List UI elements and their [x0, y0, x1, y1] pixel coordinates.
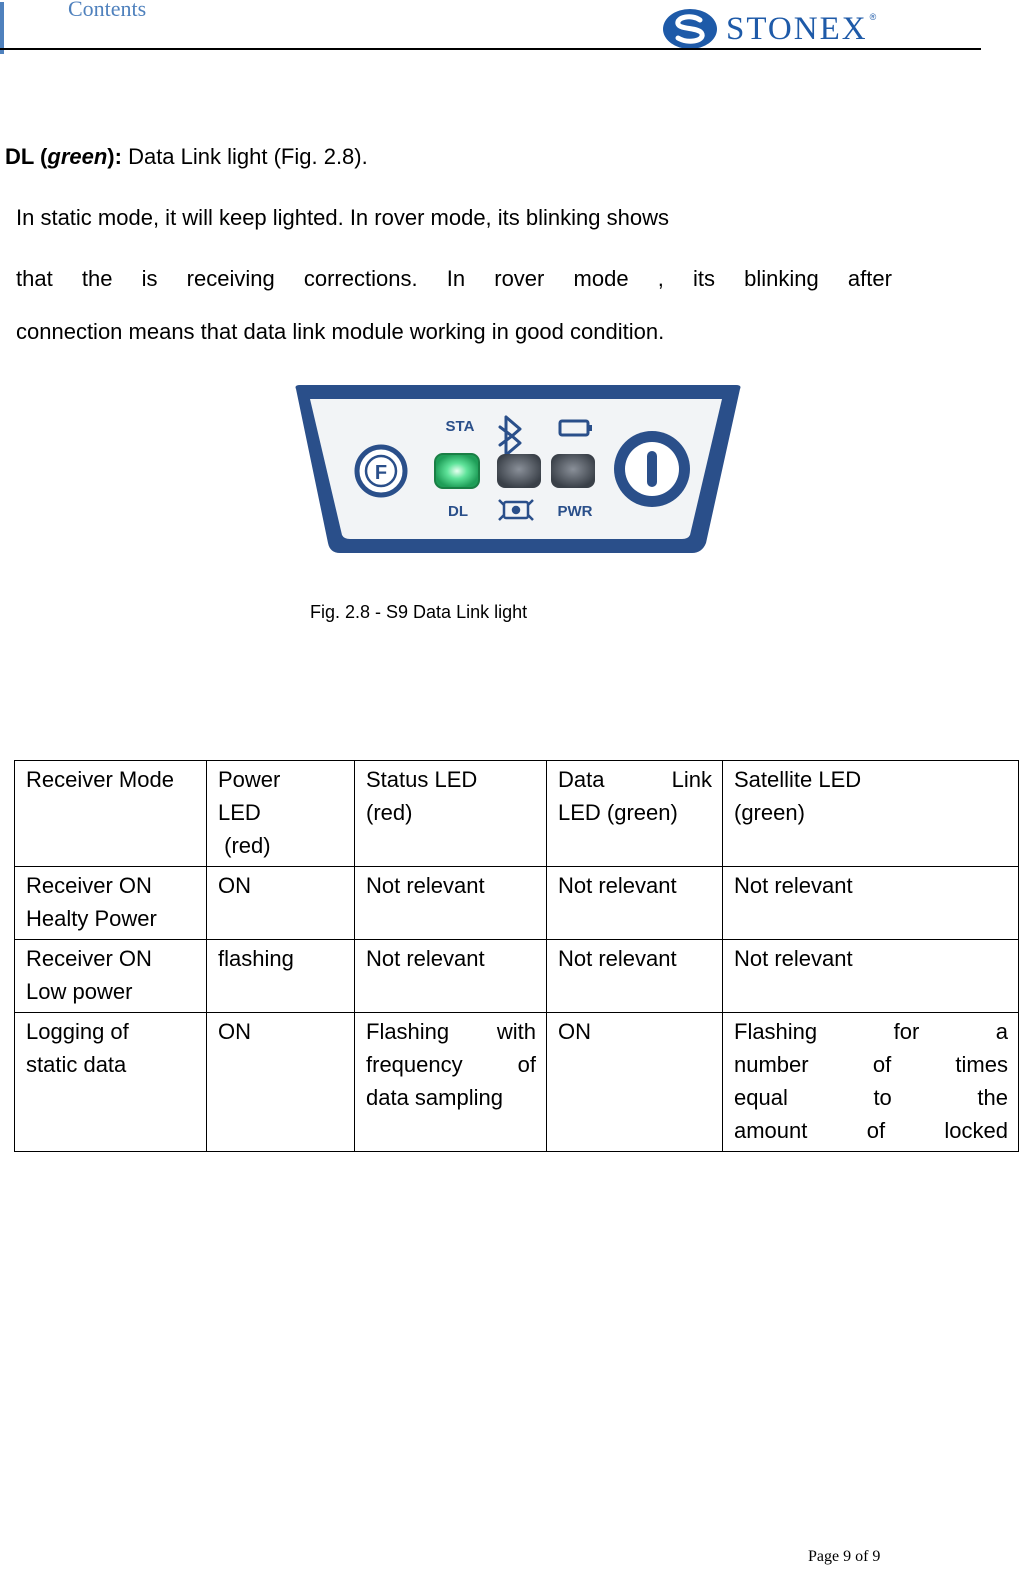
cell-data-link-led: ON: [547, 1013, 723, 1152]
table-row: [15, 867, 1019, 940]
stonex-logo-icon: [662, 8, 718, 50]
cell-status-led: Not relevant: [355, 867, 547, 940]
cell-text: Receiver ON: [26, 946, 152, 971]
cell-text: (red): [366, 800, 413, 825]
cell-receiver-mode: [15, 940, 207, 1013]
cell-text: Low power: [26, 979, 133, 1004]
cell-text: Data: [558, 767, 605, 792]
cell-receiver-mode: [15, 1013, 207, 1152]
dl-description: Data Link light (Fig. 2.8).: [121, 144, 368, 169]
header-receiver-mode: [15, 761, 207, 867]
word: blinking: [744, 266, 819, 291]
figure-caption: Fig. 2.8 - S9 Data Link light: [310, 602, 528, 622]
word: rover: [494, 266, 545, 291]
cell-line: frequency of: [366, 1052, 536, 1077]
word: after: [847, 266, 892, 291]
cell-text: Power: [218, 767, 281, 792]
cell-line: number of times: [734, 1052, 1008, 1077]
cell-receiver-mode: [15, 867, 207, 940]
stonex-logo: [662, 6, 962, 52]
data-link-light-figure: [288, 383, 744, 558]
dl-label: DL: [448, 503, 468, 520]
dl-label-green: green: [47, 144, 108, 169]
cell-data-link-led: Not relevant: [547, 940, 723, 1013]
header-status-led: [355, 761, 547, 867]
cell-line: equal to the: [734, 1085, 1008, 1110]
cell-text: (green): [734, 800, 805, 825]
word: corrections.: [303, 266, 418, 291]
cell-status-led: [355, 1013, 547, 1152]
dl-heading: [5, 144, 368, 170]
pwr-label: PWR: [557, 503, 593, 520]
header-rule: [0, 48, 981, 50]
cell-power-led: flashing: [207, 940, 355, 1013]
dl-label-close: ):: [107, 144, 122, 169]
cell-status-led: Not relevant: [355, 940, 547, 1013]
registered-mark: ®: [869, 12, 877, 22]
cell-data-link-led: Not relevant: [547, 867, 723, 940]
header-accent-bar: [0, 2, 4, 54]
cell-text: Status LED: [366, 767, 478, 792]
word: its: [692, 266, 715, 291]
paragraph-line-2: [16, 266, 892, 292]
word: that: [16, 266, 53, 291]
cell-power-led: ON: [207, 1013, 355, 1152]
f-button-label: F: [374, 462, 388, 484]
cell-text: Satellite LED: [734, 767, 862, 792]
cell-text: Healty Power: [26, 906, 157, 931]
cell-text: Receiver Mode: [26, 767, 174, 792]
paragraph-line-1: In static mode, it will keep lighted. In rover mode, its blinking shows: [16, 205, 669, 230]
cell-satellite-led: Not relevant: [723, 940, 1019, 1013]
header-satellite-led: [723, 761, 1019, 867]
cell-text: static data: [26, 1052, 127, 1077]
satellite-icon: [499, 500, 533, 520]
led-status-table: [14, 760, 1019, 1152]
cell-satellite-led: Not relevant: [723, 867, 1019, 940]
dl-led-lit: [435, 454, 479, 488]
word: In: [446, 266, 466, 291]
page-number: Page 9 of 9: [808, 1548, 881, 1565]
cell-text: LED: [218, 800, 261, 825]
satellite-led-off: [497, 454, 541, 488]
header-data-link-led: [547, 761, 723, 867]
cell-text: (red): [218, 833, 271, 858]
paragraph-line-3: connection means that data link module working in good condition.: [16, 319, 665, 344]
f-button: [357, 447, 405, 495]
header-power-led: [207, 761, 355, 867]
cell-line: amount of locked: [734, 1118, 1008, 1143]
cell-line: Flashing for a: [734, 1019, 1008, 1044]
dl-label: DL (: [5, 144, 48, 169]
table-row: [15, 1013, 1019, 1152]
header-title: Contents: [68, 0, 147, 21]
word: receiving: [186, 266, 275, 291]
stonex-logo-text: STONEX: [726, 10, 868, 47]
cell-line: data sampling: [366, 1085, 503, 1110]
cell-text: Logging of: [26, 1019, 129, 1044]
word: mode ,: [573, 266, 664, 291]
word: is: [141, 266, 158, 291]
power-button: [614, 431, 690, 507]
cell-satellite-led: [723, 1013, 1019, 1152]
cell-power-led: ON: [207, 867, 355, 940]
cell-text: LED (green): [558, 800, 678, 825]
power-led-off: [551, 454, 595, 488]
cell-text: Link: [671, 767, 712, 792]
cell-text: Receiver ON: [26, 873, 152, 898]
table-header-row: [15, 761, 1019, 867]
word: the: [81, 266, 113, 291]
cell-line: Flashing with: [366, 1019, 536, 1044]
sta-label: STA: [445, 418, 475, 435]
table-row: [15, 940, 1019, 1013]
